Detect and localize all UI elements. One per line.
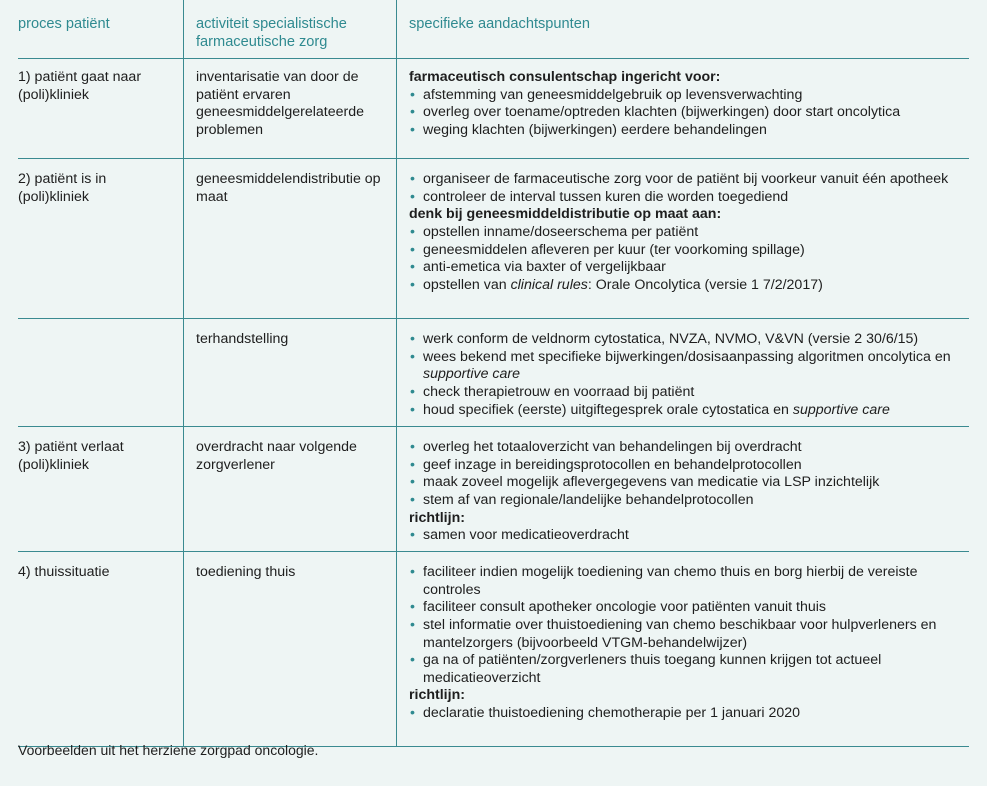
activiteit-cell: geneesmiddelendistributie op maat xyxy=(183,159,396,318)
aandachtspunten-cell xyxy=(396,159,969,318)
bullet-item: • overleg het totaaloverzicht van behandelingen bij overdracht xyxy=(409,439,969,457)
table-row xyxy=(18,159,969,319)
bullet-item: • maak zoveel mogelijk aflevergegevens van medicatie via LSP inzichtelijk xyxy=(409,474,969,492)
proces-cell: 1) patiënt gaat naar (poli)kliniek xyxy=(18,69,142,103)
bullet-item: • stel informatie over thuistoediening van chemo beschikbaar voor hulpverleners en mantelzorgers (bijvoorbeeld VTGM-behandelwijzer) xyxy=(409,617,969,652)
text-run: : Orale Oncolytica (versie 1 7/2/2017) xyxy=(587,276,823,293)
proces-cell: 2) patiënt is in (poli)kliniek xyxy=(18,171,107,205)
bullet-item: • weging klachten (bijwerkingen) eerdere behandelingen xyxy=(409,122,969,140)
table xyxy=(18,0,969,747)
bullet-item: • geneesmiddelen afleveren per kuur (ter voorkoming spillage) xyxy=(409,242,969,260)
italic-term: supportive care xyxy=(423,366,520,383)
bullet-item: • check therapietrouw en voorraad bij patiënt xyxy=(409,384,969,402)
bullet-item xyxy=(409,277,969,295)
activiteit-cell: toediening thuis xyxy=(183,552,396,746)
bullet-item xyxy=(409,349,969,384)
aandachtspunten-cell xyxy=(396,552,969,746)
table-caption: Voorbeelden uit het herziene zorgpad oncologie. xyxy=(18,742,319,758)
bullet-item: • geef inzage in bereidingsprotocollen en behandelprotocollen xyxy=(409,457,969,475)
bullet-item: • declaratie thuistoediening chemotherapie per 1 januari 2020 xyxy=(409,705,969,723)
aandachtspunten-cell xyxy=(396,319,969,426)
bullet-item: • stem af van regionale/landelijke behandelprotocollen xyxy=(409,492,969,510)
table-row xyxy=(18,427,969,552)
proces-cell: 4) thuissituatie xyxy=(18,564,110,581)
proces-cell xyxy=(18,319,183,426)
section-heading: richtlijn: xyxy=(409,687,465,704)
bullet-item: • afstemming van geneesmiddelgebruik op levensverwachting xyxy=(409,87,969,105)
table-row xyxy=(18,552,969,747)
header-proces: proces patiënt xyxy=(18,16,110,32)
italic-term: supportive care xyxy=(792,401,890,418)
section-heading: richtlijn: xyxy=(409,509,465,526)
bullet-item: • faciliteer indien mogelijk toediening van chemo thuis en borg hierbij de vereiste controles xyxy=(409,564,969,599)
bullet-item: • werk conform de veldnorm cytostatica, NVZA, NVMO, V&VN (versie 2 30/6/15) xyxy=(409,331,969,349)
bullet-item: • controleer de interval tussen kuren die worden toegediend xyxy=(409,189,969,207)
bullet-item: • samen voor medicatieoverdracht xyxy=(409,527,969,545)
table-row xyxy=(18,59,969,159)
proces-cell: 3) patiënt verlaat (poli)kliniek xyxy=(18,439,124,473)
bullet-item: • overleg over toename/optreden klachten (bijwerkingen) door start oncolytica xyxy=(409,104,969,122)
bullet-item: • organiseer de farmaceutische zorg voor de patiënt bij voorkeur vanuit één apotheek xyxy=(409,171,969,189)
bullet-item: • ga na of patiënten/zorgverleners thuis toegang kunnen krijgen tot actueel medicatieoverzicht xyxy=(409,652,969,687)
bullet-item: • opstellen inname/doseerschema per patiënt xyxy=(409,224,969,242)
italic-term: clinical rules xyxy=(510,276,588,293)
aandachtspunten-cell xyxy=(396,59,969,158)
table-row xyxy=(18,319,969,427)
table-header xyxy=(18,0,969,59)
section-heading: denk bij geneesmiddeldistributie op maat aan: xyxy=(409,206,722,223)
section-heading: farmaceutisch consulentschap ingericht voor: xyxy=(409,69,721,86)
bullet-item xyxy=(409,402,969,420)
header-aandachtspunten: specifieke aandachtspunten xyxy=(396,0,969,58)
aandachtspunten-cell xyxy=(396,427,969,551)
bullet-item: • anti-emetica via baxter of vergelijkbaar xyxy=(409,259,969,277)
text-run: opstellen van xyxy=(423,276,511,293)
text-run: houd specifiek (eerste) uitgiftegesprek orale cytostatica en xyxy=(423,401,793,418)
bullet-item: • faciliteer consult apotheker oncologie voor patiënten vanuit thuis xyxy=(409,599,969,617)
text-run: wees bekend met specifieke bijwerkingen/dosisaanpassing algoritmen oncolytica en xyxy=(423,348,951,365)
activiteit-cell: inventarisatie van door de patiënt ervaren geneesmiddelgerelateerde problemen xyxy=(183,59,396,158)
activiteit-cell: overdracht naar volgende zorgverlener xyxy=(183,427,396,551)
activiteit-cell: terhandstelling xyxy=(183,319,396,426)
header-activiteit: activiteit specialistische farmaceutische zorg xyxy=(183,0,396,58)
